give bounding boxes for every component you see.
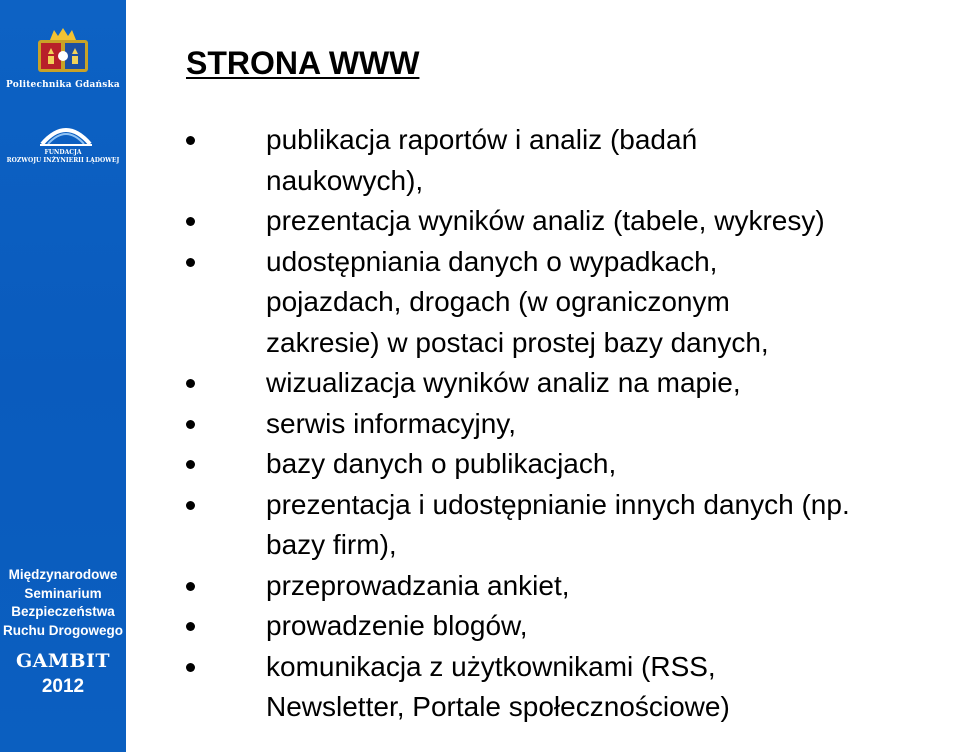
- bullet-dot-icon: [186, 663, 195, 672]
- bullet-item: [186, 363, 960, 404]
- bullet-text-line: publikacja raportów i analiz (badań: [266, 124, 698, 155]
- bullet-dot-icon: [186, 258, 195, 267]
- bullet-list: [186, 120, 960, 728]
- bullet-dot-icon: [186, 136, 195, 145]
- bullet-dot-icon: [186, 622, 195, 631]
- bullet-item: [186, 404, 960, 445]
- bullet-text-line: bazy danych o publikacjach,: [266, 448, 617, 479]
- bullet-text-line: wizualizacja wyników analiz na mapie,: [266, 367, 741, 398]
- bullet-dot-icon: [186, 420, 195, 429]
- foundation-bridge-logo-icon: [40, 118, 92, 148]
- bullet-item: [186, 566, 960, 607]
- bullet-text-line: prezentacja wyników analiz (tabele, wykresy): [266, 205, 825, 236]
- bullet-text-line: komunikacja z użytkownikami (RSS,: [266, 650, 716, 682]
- bullet-text-line: serwis informacyjny,: [266, 407, 516, 439]
- bullet-item: [186, 120, 960, 201]
- bullet-dot-icon: [186, 582, 195, 591]
- event-year: 2012: [41, 676, 85, 697]
- seminar-line: Seminarium: [24, 585, 102, 601]
- bullet-dot-icon: [186, 460, 195, 469]
- event-name: GAMBIT: [15, 650, 111, 672]
- bullet-item: [186, 201, 960, 242]
- bullet-dot-icon: [186, 379, 195, 388]
- bullet-text-line: prezentacja i udostępnianie innych danych (np.: [266, 488, 850, 520]
- seminar-line: Ruchu Drogowego: [3, 622, 123, 638]
- bullet-item: [186, 242, 960, 364]
- seminar-line: Bezpieczeństwa: [11, 604, 115, 619]
- foundation-name-line2: ROZWOJU INŻYNIERII LĄDOWEJ: [6, 157, 120, 164]
- bullet-text-line: bazy firm),: [266, 529, 397, 560]
- bullet-text-line: zakresie) w postaci prostej bazy danych,: [266, 326, 769, 358]
- seminar-name: [0, 566, 126, 640]
- university-crest-icon: [36, 26, 90, 74]
- bullet-dot-icon: [186, 217, 195, 226]
- bullet-text-line: pojazdach, drogach (w ograniczonym: [266, 286, 730, 317]
- bullet-item: [186, 606, 960, 647]
- foundation-name-line1: FUNDACJA: [44, 149, 82, 156]
- bullet-text-line: naukowych),: [266, 164, 424, 196]
- bullet-item: [186, 485, 960, 566]
- university-name: Politechnika Gdańska: [6, 80, 120, 90]
- bullet-text-line: Newsletter, Portale społecznościowe): [266, 691, 730, 722]
- bullet-text-line: prowadzenie blogów,: [266, 610, 528, 641]
- bullet-text-line: przeprowadzania ankiet,: [266, 569, 570, 601]
- bullet-item: [186, 647, 960, 728]
- sidebar: [0, 0, 126, 752]
- bullet-item: [186, 444, 960, 485]
- bullet-text-line: udostępniania danych o wypadkach,: [266, 245, 718, 277]
- bullet-dot-icon: [186, 501, 195, 510]
- seminar-line: Międzynarodowe: [8, 567, 118, 582]
- slide-title: STRONA WWW: [186, 45, 420, 81]
